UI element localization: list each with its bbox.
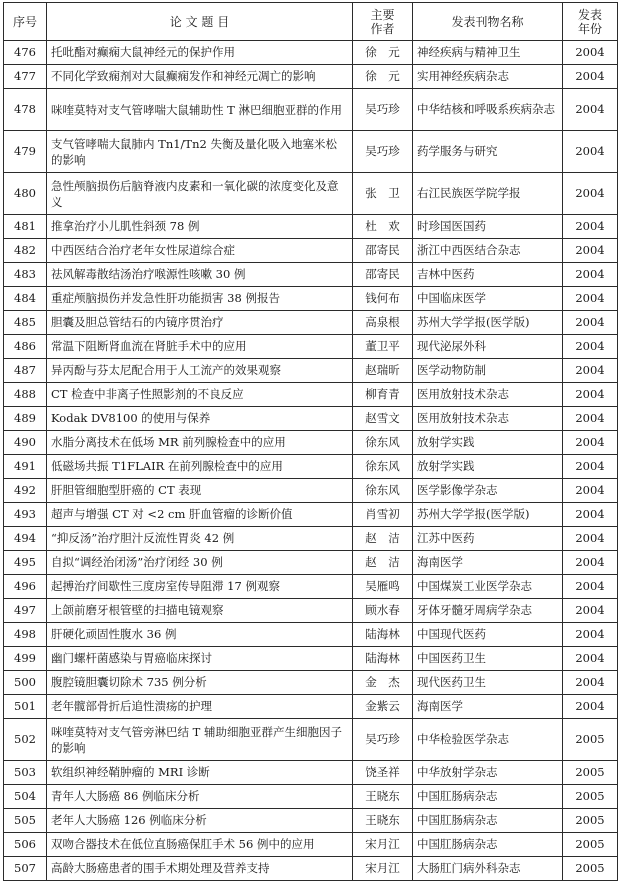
table-row bbox=[4, 527, 618, 551]
row-author: 吴巧珍 bbox=[353, 89, 413, 131]
row-year: 2004 bbox=[563, 335, 618, 359]
table-row bbox=[4, 695, 618, 719]
table-body bbox=[4, 41, 618, 881]
header-year-line1: 发表 bbox=[577, 7, 602, 22]
row-title: 低磁场共振 T1FLAIR 在前列腺检查中的应用 bbox=[47, 455, 353, 479]
row-title: 异丙酚与芬太尼配合用于人工流产的效果观察 bbox=[47, 359, 353, 383]
row-author: 金紫云 bbox=[353, 695, 413, 719]
row-journal: 大肠肛门病外科杂志 bbox=[413, 857, 563, 881]
row-journal: 实用神经疾病杂志 bbox=[413, 65, 563, 89]
row-seq: 477 bbox=[4, 65, 47, 89]
row-seq: 476 bbox=[4, 41, 47, 65]
row-seq: 487 bbox=[4, 359, 47, 383]
table-row bbox=[4, 671, 618, 695]
row-title: 老年髋部骨折后追性溃疡的护理 bbox=[47, 695, 353, 719]
row-title: 水脂分离技术在低场 MR 前列腺检查中的应用 bbox=[47, 431, 353, 455]
row-year: 2004 bbox=[563, 503, 618, 527]
row-author: 吴雁鸣 bbox=[353, 575, 413, 599]
table-row bbox=[4, 173, 618, 215]
row-seq: 504 bbox=[4, 785, 47, 809]
row-year: 2004 bbox=[563, 431, 618, 455]
row-journal: 中国肛肠病杂志 bbox=[413, 809, 563, 833]
row-journal: 时珍国医国药 bbox=[413, 215, 563, 239]
row-journal: 中华放射学杂志 bbox=[413, 761, 563, 785]
row-author: 肖雪初 bbox=[353, 503, 413, 527]
row-journal: 吉林中医药 bbox=[413, 263, 563, 287]
table-row bbox=[4, 647, 618, 671]
row-year: 2004 bbox=[563, 575, 618, 599]
row-author: 吴巧珍 bbox=[353, 719, 413, 761]
row-seq: 495 bbox=[4, 551, 47, 575]
row-year: 2005 bbox=[563, 809, 618, 833]
row-title: 双吻合器技术在低位直肠癌保肛手术 56 例中的应用 bbox=[47, 833, 353, 857]
table-row bbox=[4, 785, 618, 809]
row-author: 徐东风 bbox=[353, 455, 413, 479]
row-seq: 491 bbox=[4, 455, 47, 479]
row-journal: 现代医药卫生 bbox=[413, 671, 563, 695]
row-journal: 中华检验医学杂志 bbox=[413, 719, 563, 761]
row-journal: 中国煤炭工业医学杂志 bbox=[413, 575, 563, 599]
row-seq: 478 bbox=[4, 89, 47, 131]
row-year: 2004 bbox=[563, 383, 618, 407]
header-author-line1: 主要 bbox=[370, 7, 395, 22]
row-seq: 507 bbox=[4, 857, 47, 881]
table-row bbox=[4, 407, 618, 431]
row-year: 2004 bbox=[563, 479, 618, 503]
table-row bbox=[4, 623, 618, 647]
row-author: 钱何布 bbox=[353, 287, 413, 311]
row-seq: 488 bbox=[4, 383, 47, 407]
row-journal: 海南医学 bbox=[413, 551, 563, 575]
publication-table bbox=[3, 2, 618, 881]
row-author: 张 卫 bbox=[353, 173, 413, 215]
row-author: 饶圣祥 bbox=[353, 761, 413, 785]
header-year-line2: 年份 bbox=[577, 21, 602, 36]
header-row bbox=[4, 3, 618, 41]
row-journal: 放射学实践 bbox=[413, 455, 563, 479]
row-year: 2004 bbox=[563, 623, 618, 647]
row-title: 腹腔镜胆囊切除术 735 例分析 bbox=[47, 671, 353, 695]
row-journal: 医学影像学杂志 bbox=[413, 479, 563, 503]
row-author: 陆海林 bbox=[353, 647, 413, 671]
row-year: 2004 bbox=[563, 359, 618, 383]
row-year: 2005 bbox=[563, 857, 618, 881]
row-author: 邵寄民 bbox=[353, 263, 413, 287]
row-journal: 放射学实践 bbox=[413, 431, 563, 455]
table-header bbox=[4, 3, 618, 41]
header-author-line2: 作者 bbox=[370, 21, 395, 36]
row-year: 2004 bbox=[563, 647, 618, 671]
table-row bbox=[4, 311, 618, 335]
table-row bbox=[4, 809, 618, 833]
row-author: 宋月江 bbox=[353, 857, 413, 881]
row-year: 2005 bbox=[563, 833, 618, 857]
row-year: 2004 bbox=[563, 41, 618, 65]
row-seq: 481 bbox=[4, 215, 47, 239]
row-title: 支气管哮喘大鼠肺内 Tn1/Tn2 失衡及量化吸入地塞米松的影响 bbox=[47, 131, 353, 173]
row-journal: 中华结核和呼吸系疾病杂志 bbox=[413, 89, 563, 131]
row-author: 赵 洁 bbox=[353, 527, 413, 551]
table-row bbox=[4, 719, 618, 761]
row-title: 幽门螺杆菌感染与胃癌临床探讨 bbox=[47, 647, 353, 671]
row-year: 2004 bbox=[563, 599, 618, 623]
row-author: 邵寄民 bbox=[353, 239, 413, 263]
row-title: 超声与增强 CT 对 <2 cm 肝血管瘤的诊断价值 bbox=[47, 503, 353, 527]
row-journal: 中国医药卫生 bbox=[413, 647, 563, 671]
row-year: 2004 bbox=[563, 89, 618, 131]
row-seq: 493 bbox=[4, 503, 47, 527]
row-title: 老年人大肠癌 126 例临床分析 bbox=[47, 809, 353, 833]
table-row bbox=[4, 89, 618, 131]
table-row bbox=[4, 263, 618, 287]
row-seq: 502 bbox=[4, 719, 47, 761]
row-year: 2004 bbox=[563, 455, 618, 479]
row-year: 2004 bbox=[563, 65, 618, 89]
table-row bbox=[4, 335, 618, 359]
header-title: 论 文 题 目 bbox=[47, 3, 353, 41]
row-year: 2004 bbox=[563, 695, 618, 719]
row-seq: 485 bbox=[4, 311, 47, 335]
row-title: 自拟“调经治闭汤”治疗闭经 30 例 bbox=[47, 551, 353, 575]
row-year: 2005 bbox=[563, 761, 618, 785]
row-seq: 501 bbox=[4, 695, 47, 719]
row-author: 徐 元 bbox=[353, 65, 413, 89]
row-author: 高泉根 bbox=[353, 311, 413, 335]
row-journal: 中国现代医药 bbox=[413, 623, 563, 647]
row-author: 陆海林 bbox=[353, 623, 413, 647]
row-title: 咪喹莫特对支气管旁淋巴结 T 辅助细胞亚群产生细胞因子的影响 bbox=[47, 719, 353, 761]
row-year: 2005 bbox=[563, 719, 618, 761]
row-seq: 497 bbox=[4, 599, 47, 623]
row-author: 董卫平 bbox=[353, 335, 413, 359]
row-journal: 医用放射技术杂志 bbox=[413, 407, 563, 431]
row-title: 祛风解毒散结汤治疗喉源性咳嗽 30 例 bbox=[47, 263, 353, 287]
row-author: 赵 洁 bbox=[353, 551, 413, 575]
table-row bbox=[4, 359, 618, 383]
table-row bbox=[4, 857, 618, 881]
row-seq: 489 bbox=[4, 407, 47, 431]
row-year: 2004 bbox=[563, 311, 618, 335]
row-author: 吴巧珍 bbox=[353, 131, 413, 173]
row-seq: 484 bbox=[4, 287, 47, 311]
row-seq: 506 bbox=[4, 833, 47, 857]
row-title: “抑反汤”治疗胆汁反流性胃炎 42 例 bbox=[47, 527, 353, 551]
table-row bbox=[4, 431, 618, 455]
row-journal: 苏州大学学报(医学版) bbox=[413, 503, 563, 527]
row-title: 常温下阻断肾血流在肾脏手术中的应用 bbox=[47, 335, 353, 359]
row-author: 金 杰 bbox=[353, 671, 413, 695]
row-journal: 海南医学 bbox=[413, 695, 563, 719]
row-author: 徐东风 bbox=[353, 431, 413, 455]
row-year: 2004 bbox=[563, 671, 618, 695]
row-title: 肝胆管细胞型肝癌的 CT 表现 bbox=[47, 479, 353, 503]
row-title: 推拿治疗小儿肌性斜颈 78 例 bbox=[47, 215, 353, 239]
table-row bbox=[4, 41, 618, 65]
row-journal: 右江民族医学院学报 bbox=[413, 173, 563, 215]
row-author: 顾水春 bbox=[353, 599, 413, 623]
header-author bbox=[353, 3, 413, 41]
row-author: 杜 欢 bbox=[353, 215, 413, 239]
row-year: 2004 bbox=[563, 287, 618, 311]
table-row bbox=[4, 599, 618, 623]
table-row bbox=[4, 131, 618, 173]
row-title: 上颌前磨牙根管壁的扫描电镜观察 bbox=[47, 599, 353, 623]
row-title: 高龄大肠癌患者的围手术期处理及营养支持 bbox=[47, 857, 353, 881]
row-author: 王晓东 bbox=[353, 785, 413, 809]
row-title: 不同化学致痫剂对大鼠癫痫发作和神经元凋亡的影响 bbox=[47, 65, 353, 89]
row-journal: 中国肛肠病杂志 bbox=[413, 785, 563, 809]
row-seq: 486 bbox=[4, 335, 47, 359]
row-author: 柳育青 bbox=[353, 383, 413, 407]
table-row bbox=[4, 479, 618, 503]
table-row bbox=[4, 833, 618, 857]
row-seq: 479 bbox=[4, 131, 47, 173]
header-journal: 发表刊物名称 bbox=[413, 3, 563, 41]
header-seq: 序号 bbox=[4, 3, 47, 41]
row-author: 赵瑞昕 bbox=[353, 359, 413, 383]
row-title: 肝硬化顽固性腹水 36 例 bbox=[47, 623, 353, 647]
table-row bbox=[4, 65, 618, 89]
table-row bbox=[4, 215, 618, 239]
row-journal: 牙体牙髓牙周病学杂志 bbox=[413, 599, 563, 623]
table-row bbox=[4, 761, 618, 785]
row-seq: 480 bbox=[4, 173, 47, 215]
row-author: 宋月江 bbox=[353, 833, 413, 857]
row-title: 重症颅脑损伤并发急性肝功能损害 38 例报告 bbox=[47, 287, 353, 311]
row-year: 2004 bbox=[563, 215, 618, 239]
row-seq: 498 bbox=[4, 623, 47, 647]
table-row bbox=[4, 575, 618, 599]
row-title: CT 检查中非离子性照影剂的不良反应 bbox=[47, 383, 353, 407]
row-journal: 江苏中医药 bbox=[413, 527, 563, 551]
row-title: 胆囊及胆总管结石的内镜序贯治疗 bbox=[47, 311, 353, 335]
row-seq: 503 bbox=[4, 761, 47, 785]
row-title: 托吡酯对癫痫大鼠神经元的保护作用 bbox=[47, 41, 353, 65]
row-seq: 490 bbox=[4, 431, 47, 455]
row-title: 咪喹莫特对支气管哮喘大鼠辅助性 T 淋巴细胞亚群的作用 bbox=[47, 89, 353, 131]
row-year: 2004 bbox=[563, 239, 618, 263]
row-journal: 中国临床医学 bbox=[413, 287, 563, 311]
row-year: 2004 bbox=[563, 131, 618, 173]
row-title: 中西医结合治疗老年女性尿道综合症 bbox=[47, 239, 353, 263]
table-row bbox=[4, 287, 618, 311]
table-row bbox=[4, 455, 618, 479]
row-journal: 医用放射技术杂志 bbox=[413, 383, 563, 407]
table-row bbox=[4, 383, 618, 407]
row-title: 起搏治疗间歇性三度房室传导阻滞 17 例观察 bbox=[47, 575, 353, 599]
row-journal: 浙江中西医结合杂志 bbox=[413, 239, 563, 263]
row-year: 2004 bbox=[563, 407, 618, 431]
row-seq: 482 bbox=[4, 239, 47, 263]
row-year: 2004 bbox=[563, 173, 618, 215]
row-seq: 492 bbox=[4, 479, 47, 503]
row-journal: 中国肛肠病杂志 bbox=[413, 833, 563, 857]
row-author: 徐东风 bbox=[353, 479, 413, 503]
row-title: 软组织神经鞘肿瘤的 MRI 诊断 bbox=[47, 761, 353, 785]
row-author: 徐 元 bbox=[353, 41, 413, 65]
row-year: 2004 bbox=[563, 263, 618, 287]
row-title: 青年人大肠癌 86 例临床分析 bbox=[47, 785, 353, 809]
row-year: 2005 bbox=[563, 785, 618, 809]
row-seq: 500 bbox=[4, 671, 47, 695]
row-journal: 苏州大学学报(医学版) bbox=[413, 311, 563, 335]
row-year: 2004 bbox=[563, 551, 618, 575]
row-seq: 496 bbox=[4, 575, 47, 599]
row-author: 王晓东 bbox=[353, 809, 413, 833]
header-year bbox=[563, 3, 618, 41]
row-title: 急性颅脑损伤后脑脊液内皮素和一氧化碳的浓度变化及意义 bbox=[47, 173, 353, 215]
row-journal: 医学动物防制 bbox=[413, 359, 563, 383]
row-year: 2004 bbox=[563, 527, 618, 551]
row-journal: 神经疾病与精神卫生 bbox=[413, 41, 563, 65]
table-row bbox=[4, 551, 618, 575]
table-row bbox=[4, 503, 618, 527]
row-seq: 483 bbox=[4, 263, 47, 287]
row-journal: 药学服务与研究 bbox=[413, 131, 563, 173]
table-row bbox=[4, 239, 618, 263]
row-seq: 494 bbox=[4, 527, 47, 551]
row-author: 赵雪文 bbox=[353, 407, 413, 431]
row-title: Kodak DV8100 的使用与保养 bbox=[47, 407, 353, 431]
row-journal: 现代泌尿外科 bbox=[413, 335, 563, 359]
row-seq: 505 bbox=[4, 809, 47, 833]
row-seq: 499 bbox=[4, 647, 47, 671]
